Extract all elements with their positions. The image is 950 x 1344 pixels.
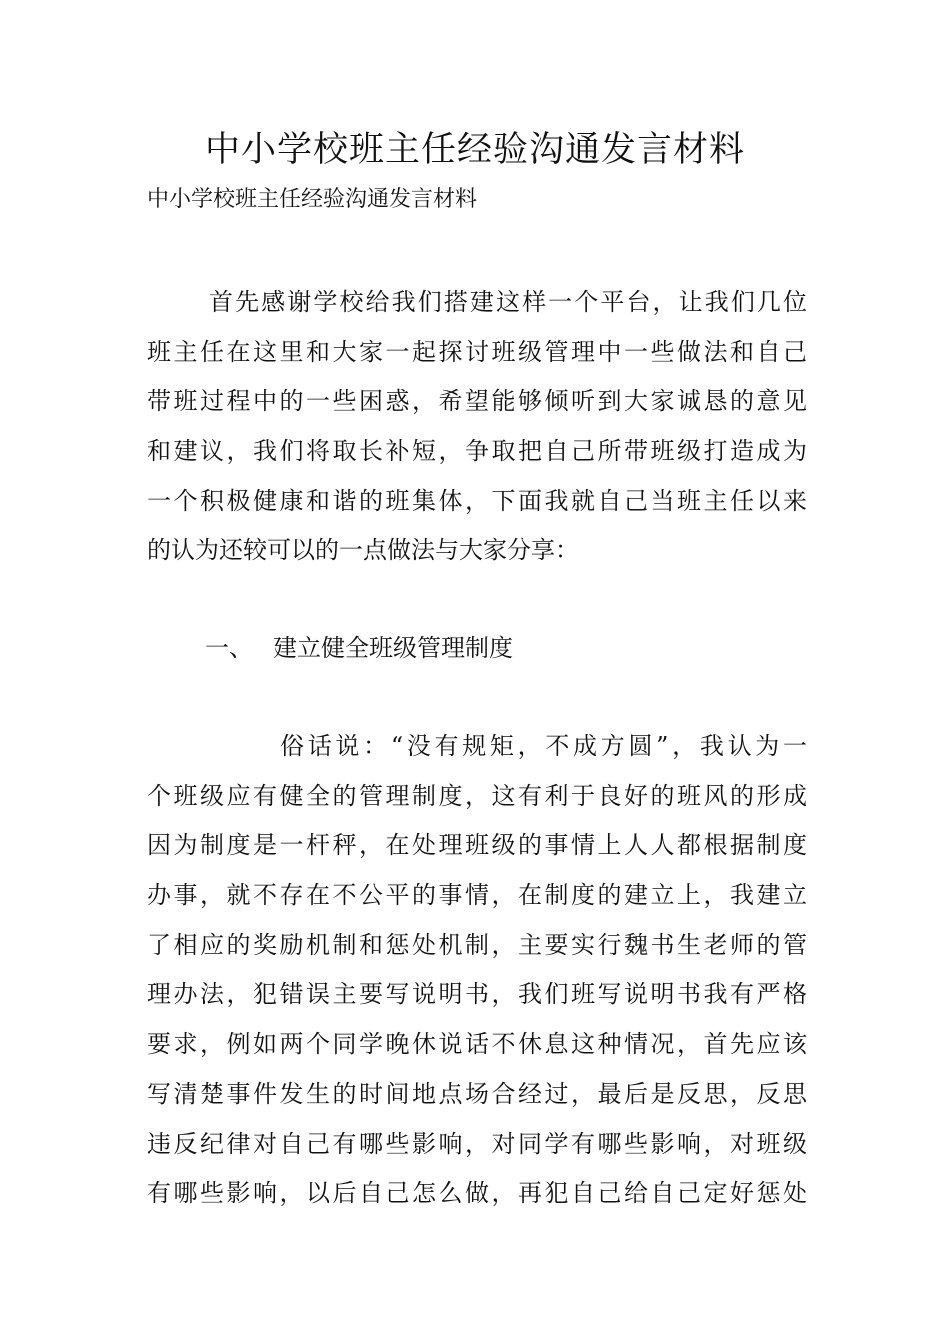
paragraph-line: 一个积极健康和谐的班集体，下面我就自己当班主任以来 xyxy=(147,486,807,515)
section-heading-text: 建立健全班级管理制度 xyxy=(273,634,513,662)
paragraph-line: 班主任在这里和大家一起探讨班级管理中一些做法和自己 xyxy=(147,337,807,366)
paragraph-line: 带班过程中的一些困惑，希望能够倾听到大家诚恳的意见 xyxy=(147,387,807,416)
paragraph-intro xyxy=(147,278,807,576)
paragraph-line: 要求，例如两个同学晚休说话不休息这种情况，首先应该 xyxy=(147,1030,807,1059)
paragraph-line: 办事，就不存在不公平的事情，在制度的建立上，我建立 xyxy=(147,881,807,910)
paragraph-line: 因为制度是一杆秤，在处理班级的事情上人人都根据制度 xyxy=(147,831,807,860)
paragraph-line: 违反纪律对自己有哪些影响，对同学有哪些影响，对班级 xyxy=(147,1129,807,1158)
paragraph-line: 首先感谢学校给我们搭建这样一个平台，让我们几位 xyxy=(209,288,807,316)
section-heading xyxy=(205,628,513,668)
paragraph-line: 和建议，我们将取长补短，争取把自己所带班级打造成为 xyxy=(147,437,807,466)
paragraph-line: 俗话说：“没有规矩，不成方圆”，我认为一 xyxy=(280,732,807,760)
paragraph-line: 了相应的奖励机制和惩处机制，主要实行魏书生老师的管 xyxy=(147,930,807,959)
document-subtitle: 中小学校班主任经验沟通发言材料 xyxy=(147,187,478,212)
document-title: 中小学校班主任经验沟通发言材料 xyxy=(204,130,745,170)
paragraph-line: 的认为还较可以的一点做法与大家分享： xyxy=(147,536,579,565)
paragraph-line: 理办法，犯错误主要写说明书，我们班写说明书我有严格 xyxy=(147,980,807,1009)
paragraph-line: 个班级应有健全的管理制度，这有利于良好的班风的形成 xyxy=(147,781,807,810)
paragraph-line: 写清楚事件发生的时间地点场合经过，最后是反思，反思 xyxy=(147,1079,807,1108)
paragraph-rules xyxy=(147,722,807,1219)
paragraph-line: 有哪些影响，以后自己怎么做，再犯自己给自己定好惩处 xyxy=(147,1179,807,1208)
section-number: 一、 xyxy=(205,634,253,662)
